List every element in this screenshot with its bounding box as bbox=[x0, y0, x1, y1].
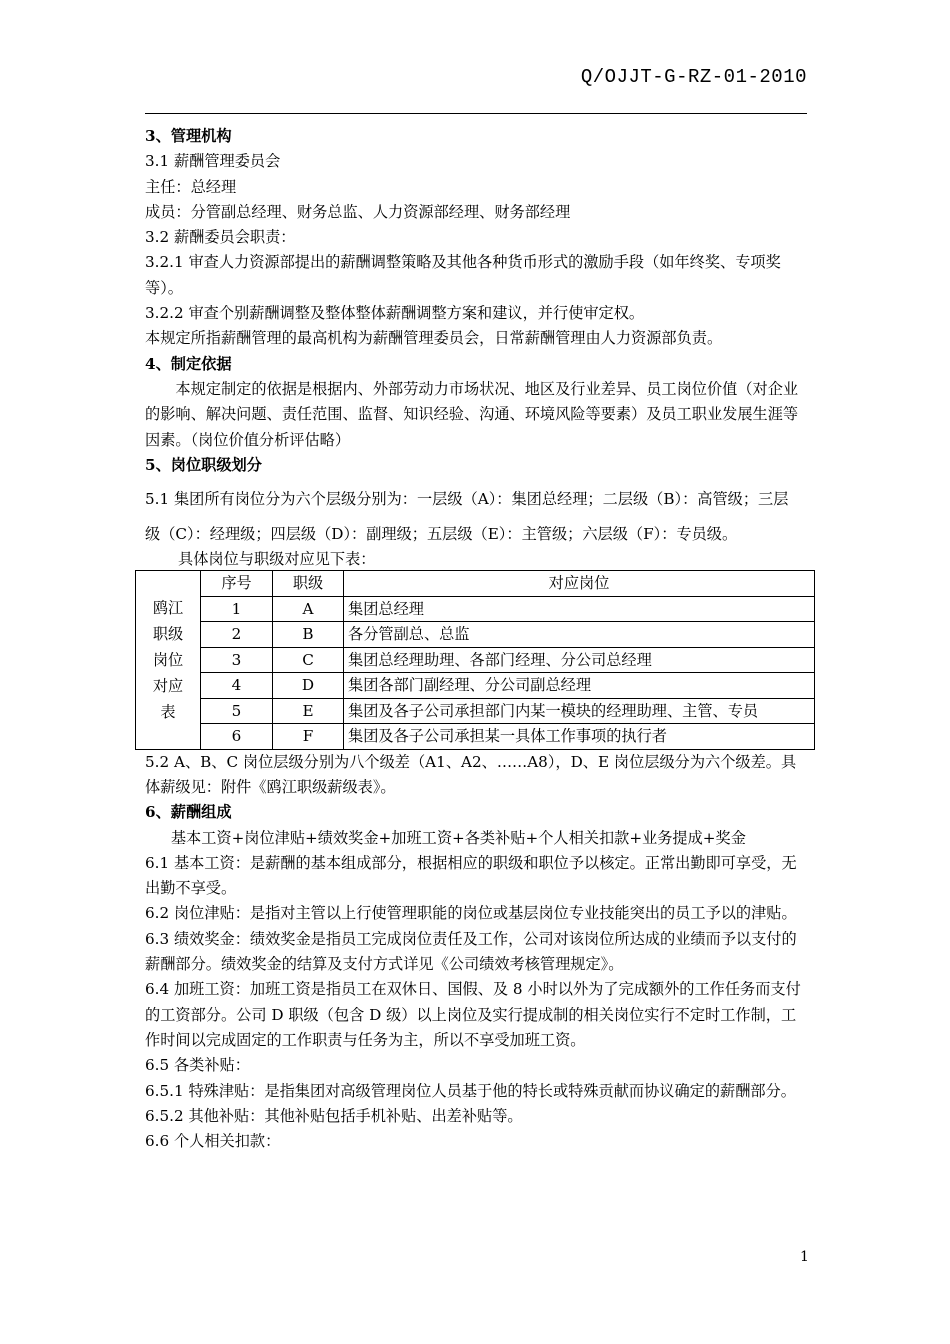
section-4-title: 4、制定依据 bbox=[145, 354, 232, 373]
stub-line: 岗位 bbox=[152, 650, 184, 669]
cell-grade: A bbox=[273, 596, 344, 622]
section-6-title: 6、薪酬组成 bbox=[145, 803, 232, 822]
table-row bbox=[136, 673, 815, 699]
stub-line: 鸥江 bbox=[152, 598, 184, 617]
section-3-2: 3.2 薪酬委员会职责： bbox=[145, 228, 296, 247]
cell-grade: D bbox=[273, 673, 344, 699]
cell-position: 集团总经理 bbox=[344, 596, 815, 622]
cell-index: 4 bbox=[201, 673, 273, 699]
document-code: Q/OJJT-G-RZ-01-2010 bbox=[580, 66, 807, 88]
cell-grade: F bbox=[273, 724, 344, 750]
salary-formula: 基本工资+岗位津贴+绩效奖金+加班工资+各类补贴+个人相关扣款+业务提成+奖金 bbox=[170, 828, 746, 847]
table-stub-label bbox=[136, 571, 201, 750]
header-rule bbox=[145, 113, 807, 114]
cell-position: 集团及各子公司承担某一具体工作事项的执行者 bbox=[344, 724, 815, 750]
committee-members: 成员：分管副总经理、财务总监、人力资源部经理、财务部经理 bbox=[145, 202, 571, 221]
section-5-title: 5、岗位职级划分 bbox=[145, 455, 262, 474]
cell-index: 5 bbox=[201, 698, 273, 724]
section-3-2-1: 3.2.1 审查人力资源部提出的薪酬调整策略及其他各种货币形式的激励手段（如年终奖、专项奖等）。 bbox=[145, 253, 781, 297]
table-header-row bbox=[136, 571, 815, 597]
section-6-5-1: 6.5.1 特殊津贴：是指集团对高级管理岗位人员基于他的特长或特殊贡献而协议确定的薪酬部分。 bbox=[145, 1081, 796, 1100]
section-3-1: 3.1 薪酬管理委员会 bbox=[145, 152, 281, 171]
section-3-title: 3、管理机构 bbox=[145, 127, 232, 145]
stub-line: 表 bbox=[160, 702, 176, 721]
document-body bbox=[145, 124, 810, 1154]
table-intro: 具体岗位与职级对应见下表： bbox=[178, 550, 376, 569]
cell-index: 1 bbox=[201, 596, 273, 622]
section-3-2-2: 3.2.2 审查个别薪酬调整及整体整体薪酬调整方案和建议，并行使审定权。 bbox=[145, 304, 645, 323]
table-row bbox=[136, 698, 815, 724]
section-4-body: 本规定制定的依据是根据内、外部劳动力市场状况、地区及行业差异、员工岗位价值（对企业的影响、解决问题、责任范围、监督、知识经验、沟通、环境风险等要素）及员工职业发展生涯等因素。（岗位价值分析评估略） bbox=[145, 379, 799, 449]
cell-grade: B bbox=[273, 622, 344, 648]
stub-line: 对应 bbox=[152, 676, 184, 695]
cell-position: 集团各部门副经理、分公司副总经理 bbox=[344, 673, 815, 699]
table-row bbox=[136, 596, 815, 622]
section-6-2: 6.2 岗位津贴：是指对主管以上行使管理职能的岗位或基层岗位专业技能突出的员工予以的津贴。 bbox=[145, 904, 797, 923]
grade-position-table bbox=[135, 570, 815, 750]
header-index: 序号 bbox=[201, 571, 273, 597]
cell-grade: E bbox=[273, 698, 344, 724]
section-6-3: 6.3 绩效奖金：绩效奖金是指员工完成岗位责任及工作，公司对该岗位所达成的业绩而予以支付的薪酬部分。绩效奖金的结算及支付方式详见《公司绩效考核管理规定》。 bbox=[145, 929, 797, 974]
section-6-4: 6.4 加班工资：加班工资是指员工在双休日、国假、及 8 小时以外为了完成额外的工作任务而支付的工资部分。公司 D 职级（包含 D 级）以上岗位及实行提成制的相关岗位实行不定时工作制，工作时间以完成固定的工作职责与任务为主，所以不享受加班工资。 bbox=[145, 980, 801, 1049]
section-6-5: 6.5 各类补贴： bbox=[145, 1056, 250, 1075]
section-6-5-2: 6.5.2 其他补贴：其他补贴包括手机补贴、出差补贴等。 bbox=[145, 1106, 523, 1125]
header-grade: 职级 bbox=[273, 571, 344, 597]
authority-statement: 本规定所指薪酬管理的最高机构为薪酬管理委员会，日常薪酬管理由人力资源部负责。 bbox=[145, 329, 723, 348]
cell-position: 集团总经理助理、各部门经理、分公司总经理 bbox=[344, 647, 815, 673]
section-5-1-line-2: 级（C）：经理级；四层级（D）：副理级；五层级（E）：主管级；六层级（F）：专员级。 bbox=[145, 525, 738, 544]
page-number: 1 bbox=[800, 1249, 809, 1265]
committee-director: 主任：总经理 bbox=[145, 177, 237, 196]
section-5-2: 5.2 A、B、C 岗位层级分别为八个级差（A1、A2、……A8），D、E 岗位层级分为六个级差。具体薪级见：附件《鸥江职级薪级表》。 bbox=[145, 752, 797, 796]
table-row bbox=[136, 622, 815, 648]
header-position: 对应岗位 bbox=[344, 571, 815, 597]
table-row bbox=[136, 724, 815, 750]
cell-index: 3 bbox=[201, 647, 273, 673]
cell-position: 集团及各子公司承担部门内某一模块的经理助理、主管、专员 bbox=[344, 698, 815, 724]
section-6-1: 6.1 基本工资：是薪酬的基本组成部分，根据相应的职级和职位予以核定。正常出勤即可享受，无出勤不享受。 bbox=[145, 853, 797, 898]
cell-position: 各分管副总、总监 bbox=[344, 622, 815, 648]
cell-index: 2 bbox=[201, 622, 273, 648]
section-6-6: 6.6 个人相关扣款： bbox=[145, 1132, 281, 1151]
cell-index: 6 bbox=[201, 724, 273, 750]
stub-line: 职级 bbox=[152, 624, 184, 643]
cell-grade: C bbox=[273, 647, 344, 673]
table-row bbox=[136, 647, 815, 673]
section-5-1-line-1: 5.1 集团所有岗位分为六个层级分别为：一层级（A）：集团总经理；二层级（B）：高管级；三层 bbox=[145, 490, 789, 509]
